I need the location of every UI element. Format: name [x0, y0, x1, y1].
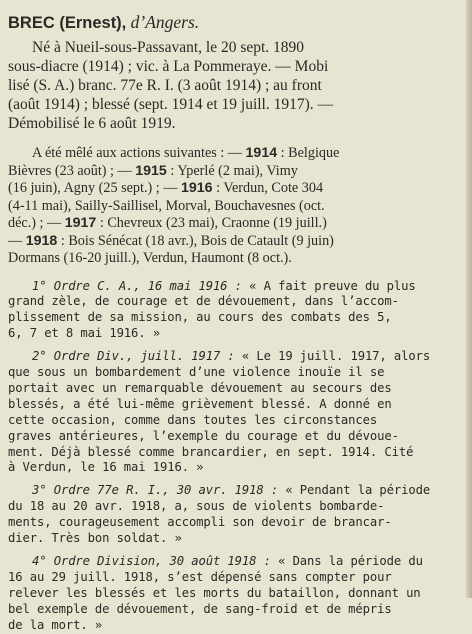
year-label: 1917	[64, 215, 97, 231]
actions-line: (4-11 mai), Sailly-Saillisel, Morval, Bouchavesnes (oct.	[8, 197, 325, 214]
citation-line: grand zèle, de courage et de dévouement, dans l’accom-	[8, 294, 399, 309]
year-label: 1916	[181, 180, 213, 196]
entry-heading	[8, 12, 458, 34]
actions-paragraph	[8, 145, 458, 268]
actions-line: Dormans (16-20 juill.), Verdun, Haumont (8 oct.).	[8, 250, 292, 266]
citation-item	[8, 554, 458, 634]
citation-line: du 18 au 20 avr. 1918, a, sous de violents bombarde-	[8, 499, 385, 514]
actions-line: — 1918 : Bois Sénécat (18 avr.), Bois de Catault (9 juin)	[8, 232, 334, 249]
citation-line: relever les blessés et les morts du bataillon, donnant un	[8, 585, 421, 600]
entry-name: BREC (Ernest),	[8, 14, 127, 32]
actions-line: (16 juin), Agny (25 sept.) ; — 1916 : Verdun, Cote 304	[8, 180, 324, 196]
bio-line: Né à Nueil-sous-Passavant, le 20 sept. 1890	[32, 39, 305, 56]
citation-line: ments, courageusement accompli son devoir de brancar-	[8, 515, 392, 530]
actions-line: Bièvres (23 août) ; — 1915 : Yperlé (2 mai), Vimy	[8, 162, 298, 179]
biography-paragraph	[8, 38, 458, 133]
citation-line: cette occasion, comme dans toutes les circonstances	[8, 412, 378, 427]
citation-label: 4° Ordre Division, 30 août 1918 :	[32, 554, 271, 568]
actions-line: A été mêlé aux actions suivantes : — 1914 : Belgique	[32, 145, 340, 161]
citation-label: 1° Ordre C. A., 16 mai 1916 :	[32, 278, 242, 293]
bio-line: sous-diacre (1914) ; vic. à La Pommeraye. — Mobi	[8, 58, 329, 75]
bio-line: Démobilisé le 6 août 1919.	[8, 115, 176, 132]
citation-line: 6, 7 et 8 mai 1916. »	[8, 326, 160, 341]
bio-line: lisé (S. A.) branc. 77e R. I. (3 août 1914) ; au front	[8, 77, 322, 94]
citation-label: 2° Ordre Div., juill. 1917 :	[32, 349, 235, 364]
citation-item	[8, 349, 458, 476]
citation-line: plissement de sa mission, au cours des combats des 5,	[8, 310, 392, 325]
entry-city: d’Angers.	[130, 12, 200, 32]
citation-line: à Verdun, le 16 mai 1916. »	[8, 460, 204, 475]
citation-line: dier. Très bon soldat. »	[8, 531, 182, 546]
citation-item	[8, 279, 458, 343]
citation-line: portait avec un remarquable dévouement au secours des	[8, 380, 392, 395]
citation-line: bel exemple de dévouement, de sang-froid et de mépris	[8, 601, 392, 616]
citation-line: 4° Ordre Division, 30 août 1918 : « Dans la période du	[32, 554, 423, 568]
citation-line: ment. Déjà blessé comme brancardier, en sept. 1914. Cité	[8, 444, 414, 459]
citation-label: 3° Ordre 77e R. I., 30 avr. 1918 :	[32, 483, 279, 498]
year-label: 1918	[25, 232, 58, 249]
citation-line: 1° Ordre C. A., 16 mai 1916 : « A fait preuve du plus	[32, 278, 416, 293]
citations-list	[8, 279, 458, 634]
year-label: 1914	[245, 145, 278, 161]
citation-line: 3° Ordre 77e R. I., 30 avr. 1918 : « Pendant la période	[32, 483, 431, 498]
actions-line: déc.) ; — 1917 : Chevreux (23 mai), Craonne (19 juill.)	[8, 215, 327, 231]
citation-line: que sous un bombardement d’une violence inouïe il se	[8, 365, 385, 380]
citation-item	[8, 483, 458, 547]
year-label: 1915	[135, 162, 167, 179]
page-edge	[466, 0, 472, 598]
citation-line: de la mort. »	[8, 617, 103, 632]
citation-line: blessés, a été lui-même grièvement blessé. A donné en	[8, 396, 392, 411]
citation-line: 2° Ordre Div., juill. 1917 : « Le 19 juill. 1917, alors	[32, 349, 431, 364]
citation-line: graves antérieures, l’exemple du courage et du dévoue-	[8, 428, 399, 443]
bio-line: (août 1914) ; blessé (sept. 1914 et 19 juill. 1917). —	[8, 96, 334, 113]
citation-line: 16 au 29 juill. 1918, s’est dépensé sans compter pour	[8, 569, 392, 584]
